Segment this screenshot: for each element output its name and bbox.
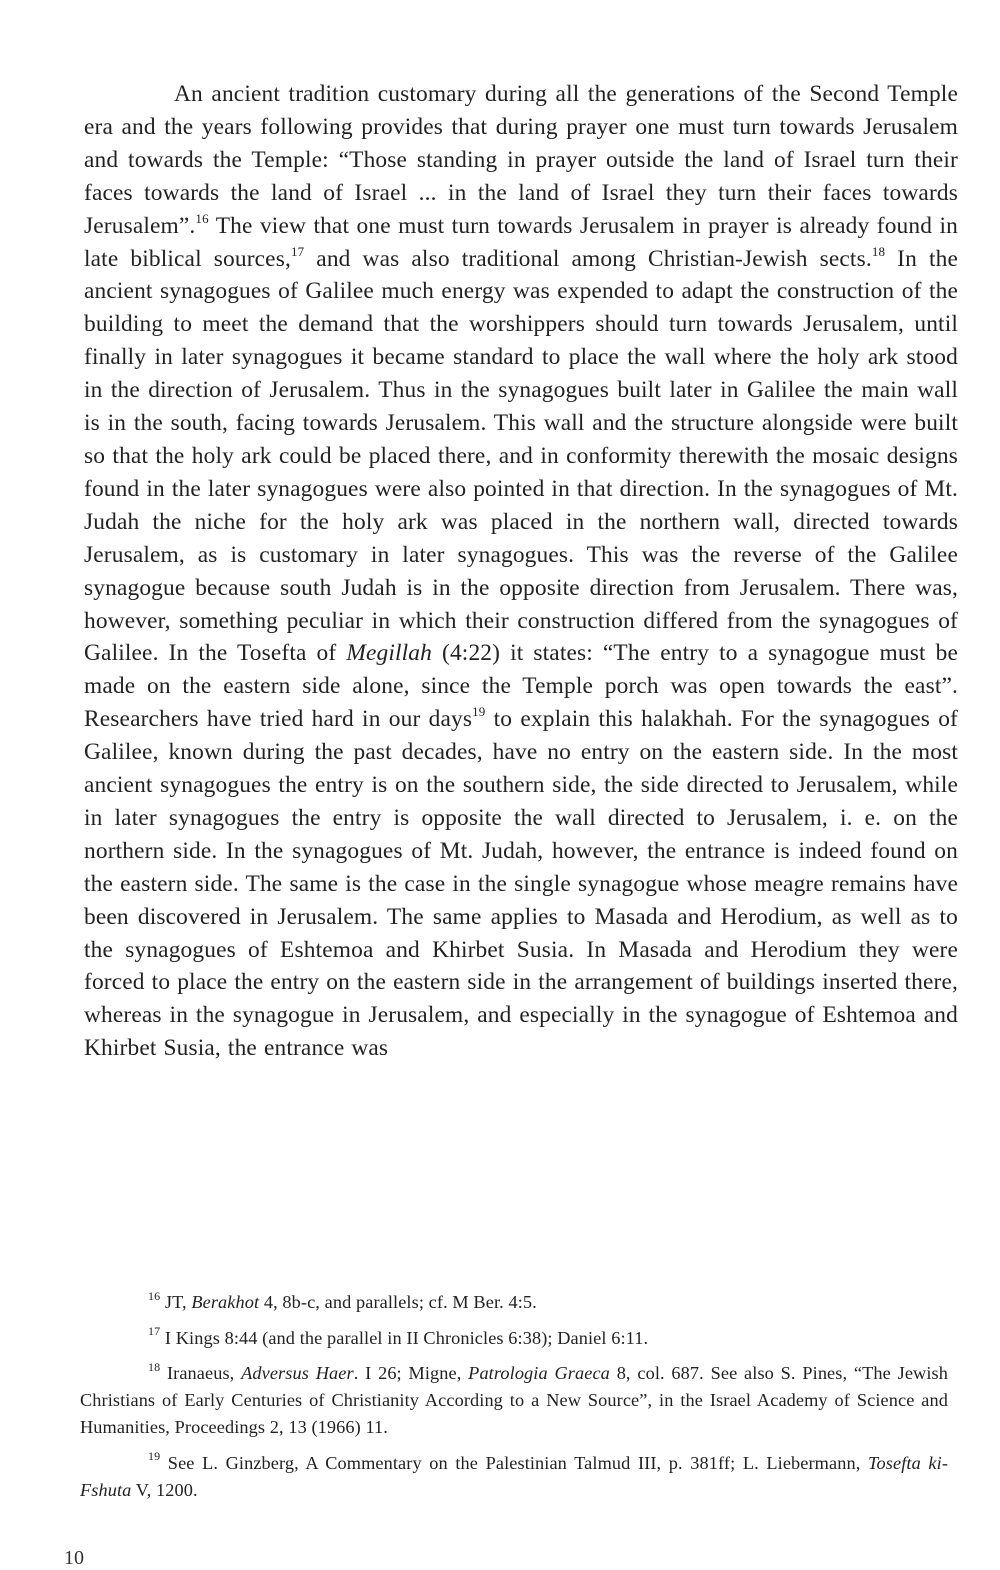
footnote-italic: Patrologia Graeca [468, 1363, 610, 1383]
footnote-ref-16: 16 [195, 210, 209, 226]
footnote-italic: Tosefta ki-Fshuta [80, 1452, 949, 1500]
footnote-17 [80, 1325, 948, 1352]
text-segment: An ancient tradition customary during all the generations of the Second Temple era and the years following provides that during prayer one must turn towards Jerusalem and towards the Temple: “Those standing in prayer outside the land of Israel turn their faces towards the land of Israel ... in the land of Israel they turn their faces towards Jerusalem”. [84, 81, 958, 239]
footnote-19 [80, 1450, 948, 1504]
footnote-text: JT, [160, 1292, 192, 1312]
footnote-16 [80, 1289, 948, 1316]
footnote-text: Iranaeus, [160, 1363, 242, 1383]
text-segment: to explain this halakhah. For the synagogues of Galilee, known during the past decades, have no entry on the eastern side. In the most ancient synagogues the entry is on the southern side, the side directed to Jerusalem, while in later synagogues the entry is opposite the wall directed to Jerusalem, i. e. on the northern side. In the synagogues of Mt. Judah, however, the entrance is indeed found on the eastern side. The same is the case in the single synagogue whose meagre remains have been discovered in Jerusalem. The same applies to Masada and Herodium, as well as to the synagogues of Eshtemoa and Khirbet Susia. In Masada and Herodium they were forced to place the entry on the eastern side in the arrangement of buildings inserted there, whereas in the synagogue in Jerusalem, and especially in the synagogue of Eshtemoa and Khirbet Susia, the entrance was [84, 706, 958, 1062]
footnote-italic: Berakhot [191, 1292, 260, 1312]
footnote-number: 19 [148, 1449, 161, 1464]
footnote-ref-17: 17 [290, 243, 305, 259]
italic-title-megillah: Megillah [346, 640, 432, 667]
footnote-text: . I 26; Migne, [353, 1363, 469, 1383]
main-paragraph [84, 78, 958, 1065]
page-number: 10 [64, 1547, 84, 1569]
footnote-text: See L. Ginzberg, A Commentary on the Palestinian Talmud III, p. 381ff; L. Liebermann, [160, 1452, 868, 1473]
footnote-text: 4, 8b-c, and parallels; cf. M Ber. 4:5. [259, 1292, 537, 1312]
text-segment: In the ancient synagogues of Galilee much energy was expended to adapt the construction of the building to meet the demand that the worshippers should turn towards Jerusalem, until finally in later synagogues it became standard to place the wall where the holy ark stood in the direction of Jerusalem. Thus in the synagogues built later in Galilee the main wall is in the south, facing towards Jerusalem. This wall and the structure alongside were built so that the holy ark could be placed there, and in conformity therewith the mosaic designs found in the later synagogues were also pointed in that direction. In the synagogues of Mt. Judah the niche for the holy ark was placed in the northern wall, directed towards Jerusalem, as is customary in later synagogues. This was the reverse of the Galilee synagogue because south Judah is in the opposite direction from Jerusalem. There was, however, something peculiar in which their construction differed from the synagogues of Galilee. In the Tosefta of [84, 245, 959, 667]
footnote-ref-18: 18 [871, 243, 886, 259]
footnote-18 [80, 1360, 948, 1441]
footnote-text: 8, col. 687. See also S. Pines, “The Jewish Christians of Early Centuries of Christianity According to a New Source”, in the Israel Academy of Science and Humanities, Proceedings 2, 13 (1966) 11. [80, 1363, 948, 1437]
footnote-text: V, 1200. [131, 1479, 198, 1500]
footnote-ref-19: 19 [472, 704, 486, 720]
text-segment: and was also traditional among Christian-Jewish sects. [304, 245, 872, 272]
footnote-text: I Kings 8:44 (and the parallel in II Chronicles 6:38); Daniel 6:11. [160, 1327, 649, 1348]
text-segment: The view that one must turn towards Jerusalem in prayer is already found in late biblical sources, [84, 212, 958, 272]
footnotes-section [80, 1289, 948, 1512]
footnote-number: 18 [148, 1359, 161, 1374]
footnote-number: 17 [148, 1324, 161, 1339]
footnote-italic: Adversus Haer [241, 1363, 354, 1383]
footnote-number: 16 [148, 1288, 161, 1303]
text-segment: (4:22) it states: “The entry to a synagogue must be made on the eastern side alone, since the Temple porch was open towards the east”. Researchers have tried hard in our days [84, 640, 958, 733]
